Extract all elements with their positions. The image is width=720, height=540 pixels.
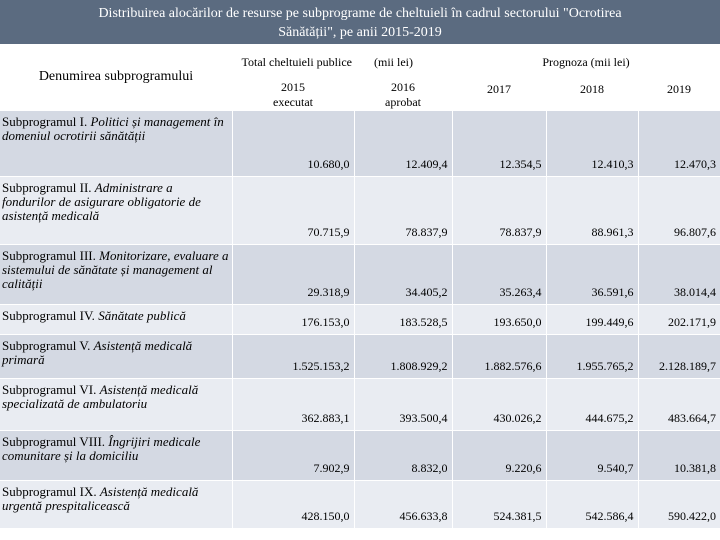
total-header-unit: (mii lei)	[354, 44, 452, 70]
value-cell-2018: 1.955.765,2	[546, 334, 638, 378]
value-cell-2017: 12.354,5	[452, 110, 546, 176]
col-header-2015-status: executat	[273, 94, 313, 109]
subprogram-prefix: Subprogramul II.	[2, 179, 95, 195]
subprogram-name	[0, 176, 232, 244]
subprogram-prefix: Subprogramul IV.	[2, 307, 99, 323]
value-cell-2016: 456.633,8	[354, 480, 452, 528]
subprogram-title: Asistență medicală urgentă prespitalicească	[2, 483, 199, 513]
value-cell-2018: 199.449,6	[546, 304, 638, 334]
table-row	[0, 304, 720, 334]
subprogram-title: Asistență medicală specializată de ambulatoriu	[2, 381, 199, 411]
value-cell-2017: 430.026,2	[452, 378, 546, 430]
total-header-label: Total cheltuieli publice	[232, 44, 354, 70]
col-header-2016	[354, 70, 452, 110]
subprogram-name	[0, 378, 232, 430]
value-cell-2015: 10.680,0	[232, 110, 354, 176]
allocation-table	[0, 44, 720, 528]
subprogram-name	[0, 430, 232, 480]
subprogram-prefix: Subprogramul IX.	[2, 483, 100, 499]
col-header-2019: 2019	[638, 70, 720, 110]
value-cell-2019: 2.128.189,7	[638, 334, 720, 378]
subprogram-name	[0, 304, 232, 334]
subprogram-column-header: Denumirea subprogramului	[0, 44, 232, 110]
table-row	[0, 378, 720, 430]
col-header-2015-year: 2015	[281, 79, 305, 94]
subprogram-name	[0, 334, 232, 378]
value-cell-2018: 36.591,6	[546, 244, 638, 304]
value-cell-2018: 9.540,7	[546, 430, 638, 480]
col-header-2015	[232, 70, 354, 110]
subprogram-title: Sănătate publică	[98, 307, 186, 323]
value-cell-2015: 70.715,9	[232, 176, 354, 244]
subprogram-title: Monitorizare, evaluare a sistemului de sănătate și management al calității	[2, 247, 229, 291]
value-cell-2019: 38.014,4	[638, 244, 720, 304]
subprogram-title: Asistență medicală primară	[2, 337, 193, 367]
col-header-2016-status: aprobat	[385, 94, 421, 109]
forecast-header: Prognoza (mii lei)	[452, 44, 720, 70]
header-row-top	[0, 44, 720, 70]
table-row	[0, 480, 720, 528]
title-line-1: Distribuirea alocărilor de resurse pe subprograme de cheltuieli în cadrul sectorului "Ocrotirea	[98, 6, 622, 21]
subprogram-prefix: Subprogramul VI.	[2, 381, 100, 397]
col-header-2016-year: 2016	[391, 79, 415, 94]
value-cell-2017: 35.263,4	[452, 244, 546, 304]
value-cell-2016: 1.808.929,2	[354, 334, 452, 378]
col-header-2017: 2017	[452, 70, 546, 110]
value-cell-2017: 1.882.576,6	[452, 334, 546, 378]
subprogram-prefix: Subprogramul I.	[2, 113, 91, 129]
value-cell-2016: 8.832,0	[354, 430, 452, 480]
value-cell-2016: 34.405,2	[354, 244, 452, 304]
value-cell-2015: 1.525.153,2	[232, 334, 354, 378]
table-row	[0, 244, 720, 304]
subprogram-prefix: Subprogramul VIII.	[2, 433, 109, 449]
value-cell-2019: 12.470,3	[638, 110, 720, 176]
value-cell-2017: 9.220,6	[452, 430, 546, 480]
value-cell-2016: 78.837,9	[354, 176, 452, 244]
value-cell-2017: 78.837,9	[452, 176, 546, 244]
value-cell-2016: 393.500,4	[354, 378, 452, 430]
table-row	[0, 110, 720, 176]
value-cell-2017: 524.381,5	[452, 480, 546, 528]
subprogram-prefix: Subprogramul III.	[2, 247, 100, 263]
value-cell-2015: 29.318,9	[232, 244, 354, 304]
value-cell-2016: 12.409,4	[354, 110, 452, 176]
subprogram-title: Politici și management în domeniul ocrotirii sănătății	[2, 113, 224, 143]
value-cell-2019: 96.807,6	[638, 176, 720, 244]
value-cell-2018: 542.586,4	[546, 480, 638, 528]
table-title	[0, 0, 720, 44]
value-cell-2018: 12.410,3	[546, 110, 638, 176]
table-row	[0, 334, 720, 378]
table-row	[0, 430, 720, 480]
title-line-2: Sănătății", pe anii 2015-2019	[278, 25, 442, 40]
value-cell-2019: 590.422,0	[638, 480, 720, 528]
value-cell-2018: 444.675,2	[546, 378, 638, 430]
value-cell-2015: 428.150,0	[232, 480, 354, 528]
value-cell-2017: 193.650,0	[452, 304, 546, 334]
value-cell-2019: 10.381,8	[638, 430, 720, 480]
subprogram-name	[0, 244, 232, 304]
value-cell-2019: 202.171,9	[638, 304, 720, 334]
subprogram-name	[0, 480, 232, 528]
subprogram-title: Îngrijiri medicale comunitare și la domiciliu	[2, 433, 201, 463]
value-cell-2019: 483.664,7	[638, 378, 720, 430]
value-cell-2015: 7.902,9	[232, 430, 354, 480]
value-cell-2016: 183.528,5	[354, 304, 452, 334]
subprogram-name	[0, 110, 232, 176]
table-row	[0, 176, 720, 244]
subprogram-prefix: Subprogramul V.	[2, 337, 94, 353]
value-cell-2015: 176.153,0	[232, 304, 354, 334]
table-body	[0, 110, 720, 528]
value-cell-2018: 88.961,3	[546, 176, 638, 244]
subprogram-title: Administrare a fondurilor de asigurare obligatorie de asistență medicală	[2, 179, 201, 223]
col-header-2018: 2018	[546, 70, 638, 110]
value-cell-2015: 362.883,1	[232, 378, 354, 430]
